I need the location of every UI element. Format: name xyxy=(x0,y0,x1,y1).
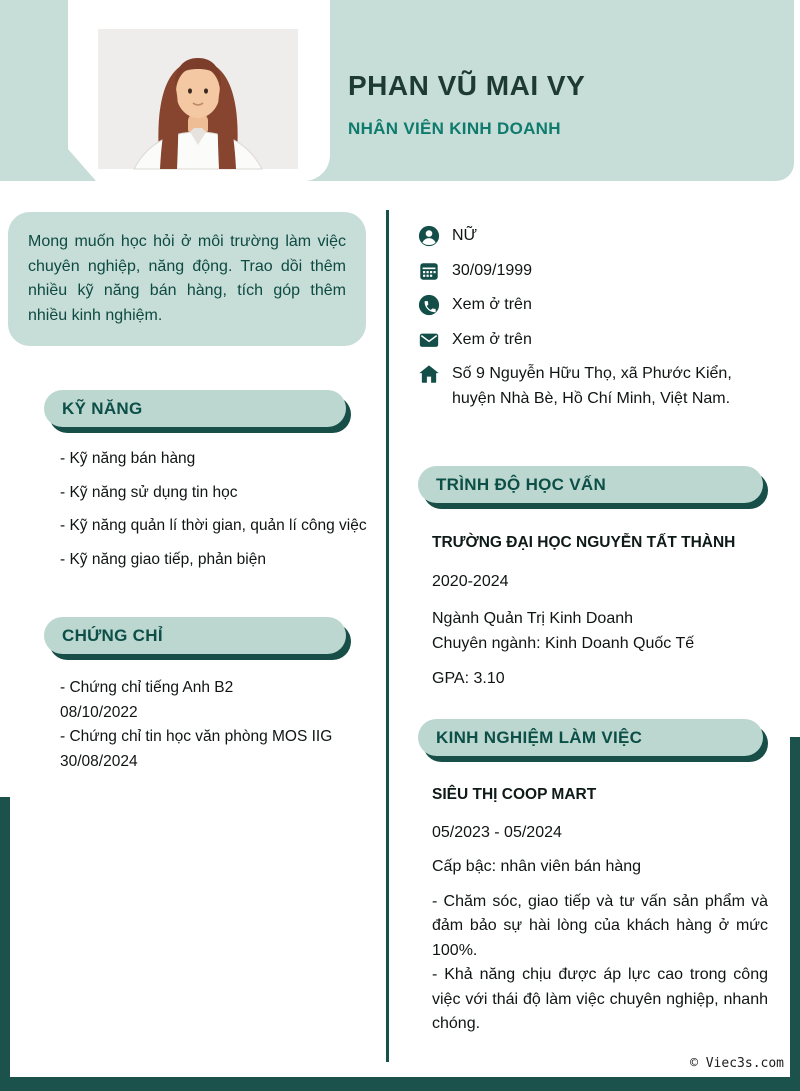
skills-list xyxy=(60,447,368,581)
email-value: Xem ở trên xyxy=(452,330,532,348)
experience-heading: KINH NGHIỆM LÀM VIỆC xyxy=(436,727,643,747)
contact-row-address xyxy=(418,362,770,411)
certificate-date: 30/08/2024 xyxy=(60,752,138,770)
experience-detail: - Chăm sóc, giao tiếp và tư vấn sản phẩm và đảm bảo sự hài lòng của khách hàng ở mức 100%. xyxy=(432,892,768,959)
skills-heading: KỸ NĂNG xyxy=(62,398,143,418)
candidate-name: PHAN VŨ MAI VY xyxy=(348,70,586,101)
profile-photo xyxy=(98,28,298,170)
job-title: NHÂN VIÊN KINH DOANH xyxy=(348,119,561,138)
contact-row-email xyxy=(418,328,770,353)
calendar-icon xyxy=(418,260,440,282)
certificate-name: - Chứng chỉ tin học văn phòng MOS IIG xyxy=(60,728,333,745)
contact-row-gender xyxy=(418,224,770,249)
phone-value: Xem ở trên xyxy=(452,296,532,313)
right-edge-decoration xyxy=(790,737,800,1077)
person-icon xyxy=(418,225,440,247)
education-section xyxy=(432,530,768,691)
certificates-heading: CHỨNG CHỈ xyxy=(62,625,163,645)
experience-period: 05/2023 - 05/2024 xyxy=(432,823,562,841)
education-major: Ngành Quản Trị Kinh Doanh xyxy=(432,610,634,627)
education-heading: TRÌNH ĐỘ HỌC VẤN xyxy=(436,474,607,494)
school-name: TRƯỜNG ĐẠI HỌC NGUYỄN TẤT THÀNH xyxy=(432,534,736,551)
address-value: Số 9 Nguyễn Hữu Thọ, xã Phước Kiển, huyện Nhà Bè, Hồ Chí Minh, Việt Nam. xyxy=(452,365,732,407)
skill-item: - Kỹ năng giao tiếp, phản biện xyxy=(60,550,266,568)
phone-icon xyxy=(418,294,440,316)
left-edge-decoration xyxy=(0,797,10,1077)
header-notch-decoration xyxy=(68,149,96,181)
objective-box: Mong muốn học hỏi ở môi trường làm việc chuyên nghiệp, năng động. Trao dồi thêm nhiều kỹ năng bán hàng, tích góp thêm nhiều kinh nghiệm. xyxy=(8,212,366,346)
experience-section xyxy=(432,783,768,1037)
profile-photo-illustration xyxy=(98,28,298,170)
section-header-education xyxy=(418,466,763,503)
bottom-bar-decoration xyxy=(0,1077,800,1091)
section-header-certificates xyxy=(44,617,346,654)
experience-detail: - Khả năng chịu được áp lực cao trong công việc với thái độ làm việc chuyên nghiệp, nhanh chóng. xyxy=(432,966,768,1032)
education-years: 2020-2024 xyxy=(432,573,509,590)
section-header-skills xyxy=(44,390,346,427)
contact-row-phone xyxy=(418,293,770,318)
skill-item: - Kỹ năng sử dụng tin học xyxy=(60,483,238,501)
contact-row-birthdate xyxy=(418,259,770,284)
education-specialization: Chuyên ngành: Kinh Doanh Quốc Tế xyxy=(432,635,695,652)
footer-credit: © Viec3s.com xyxy=(690,1056,784,1071)
certificates-list xyxy=(60,676,368,774)
skill-item: - Kỹ năng bán hàng xyxy=(60,450,196,467)
skill-item: - Kỹ năng quản lí thời gian, quản lí công việc xyxy=(60,517,367,534)
section-header-experience xyxy=(418,719,763,756)
gender-value: NỮ xyxy=(452,227,478,244)
email-icon xyxy=(418,329,440,351)
certificate-name: - Chứng chỉ tiếng Anh B2 xyxy=(60,679,234,696)
education-gpa: GPA: 3.10 xyxy=(432,670,505,687)
birthdate-value: 30/09/1999 xyxy=(452,261,533,279)
contact-section xyxy=(418,224,770,421)
company-name: SIÊU THỊ COOP MART xyxy=(432,786,597,803)
column-divider xyxy=(386,210,389,1062)
certificate-date: 08/10/2022 xyxy=(60,703,138,721)
home-icon xyxy=(418,363,440,385)
experience-position: Cấp bậc: nhân viên bán hàng xyxy=(432,858,642,875)
